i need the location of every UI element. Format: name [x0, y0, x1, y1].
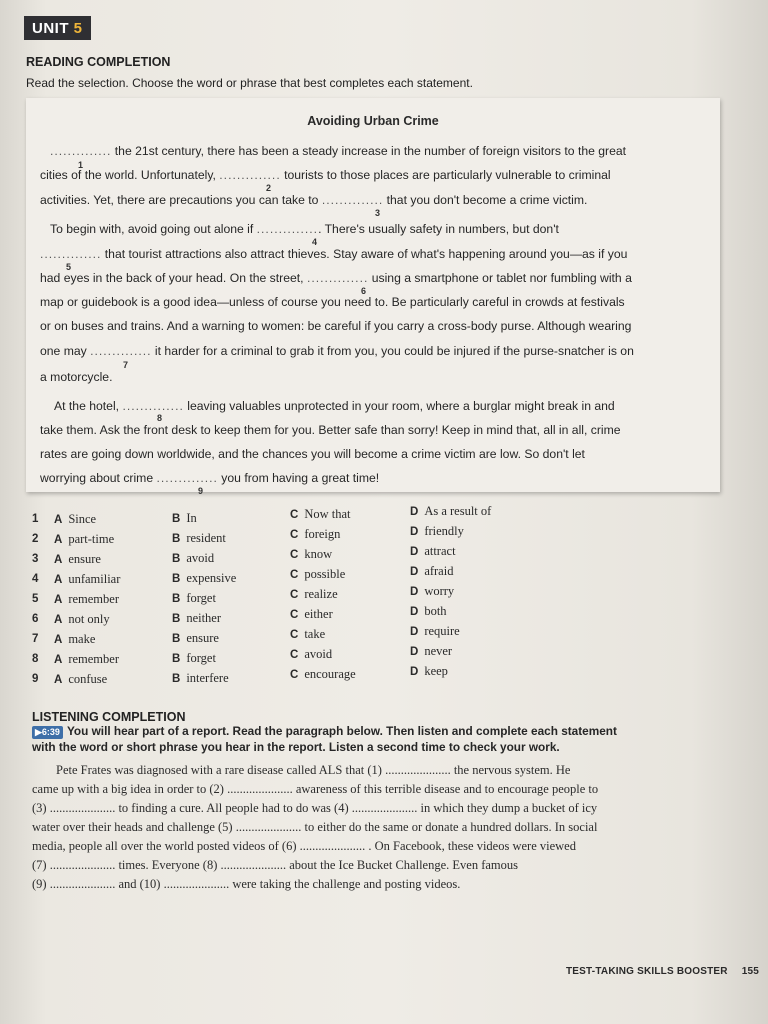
passage-text: that tourist attractions also attract thieves. Stay aware of what's happening around you—as if you: [101, 247, 628, 261]
passage-box: [26, 98, 720, 496]
option-a[interactable]: [54, 532, 114, 547]
option-letter: D: [410, 646, 419, 658]
option-letter: C: [290, 509, 299, 521]
option-text: interfere: [186, 671, 229, 685]
option-d[interactable]: [410, 564, 453, 579]
option-b[interactable]: [172, 651, 216, 666]
option-c[interactable]: [290, 587, 338, 602]
passage-text: activities. Yet, there are precautions you can take to: [40, 193, 322, 207]
passage-line: [54, 399, 615, 413]
reading-instruction: Read the selection. Choose the word or phrase that best completes each statement.: [26, 76, 473, 90]
reading-section-title: READING COMPLETION: [26, 55, 171, 69]
option-c[interactable]: [290, 627, 325, 642]
option-letter: B: [172, 653, 181, 665]
option-d[interactable]: [410, 644, 452, 659]
option-text: make: [68, 632, 96, 646]
option-b[interactable]: [172, 511, 197, 526]
listening-paragraph-line: came up with a big idea in order to (2) ..................... awareness of this terrible disease and to encourage people to: [32, 782, 599, 796]
option-letter: A: [54, 674, 63, 686]
blank-3: ..............: [321, 193, 384, 207]
option-letter: A: [54, 554, 63, 566]
passage-text: . There's usually safety in numbers, but don't: [318, 222, 559, 236]
option-d[interactable]: [410, 544, 456, 559]
option-letter: D: [410, 626, 419, 638]
option-c[interactable]: [290, 607, 333, 622]
passage-line: [40, 271, 632, 285]
option-b[interactable]: [172, 551, 214, 566]
passage-text: the 21st century, there has been a steady increase in the number of foreign visitors to the great: [111, 144, 627, 158]
option-letter: D: [410, 566, 419, 578]
passage-text: you from having a great time!: [217, 471, 380, 485]
passage-line: map or guidebook is a good idea—unless of course you need to. Be particularly careful in crowds at festivals: [40, 295, 625, 309]
option-b[interactable]: [172, 531, 226, 546]
option-letter: A: [54, 534, 63, 546]
option-text: encourage: [304, 667, 356, 681]
blank-9: ..............: [156, 471, 218, 485]
passage-text: it harder for a criminal to grab it from you, you could be injured if the purse-snatcher is on: [151, 344, 634, 358]
listening-paragraph-line: (3) ..................... to finding a cure. All people had to do was (4) ..................... in which they dump a bucket of icy: [32, 801, 598, 815]
option-letter: C: [290, 529, 299, 541]
option-a[interactable]: [54, 552, 101, 567]
unit-label: UNIT: [32, 20, 69, 37]
option-c[interactable]: [290, 547, 332, 562]
option-a[interactable]: [54, 572, 120, 587]
option-text: either: [304, 607, 333, 621]
unit-badge: [24, 16, 91, 40]
passage-text: one may: [40, 344, 91, 358]
option-c[interactable]: [290, 527, 340, 542]
option-text: ensure: [186, 631, 219, 645]
option-text: afraid: [424, 564, 454, 578]
option-text: In: [186, 511, 197, 525]
option-a[interactable]: [54, 632, 95, 647]
listening-paragraph-line: media, people all over the world posted videos of (6) ..................... . On Facebook, these videos were viewed: [32, 839, 576, 853]
option-text: expensive: [186, 571, 237, 585]
option-letter: D: [410, 526, 419, 538]
passage-text: worrying about crime: [40, 471, 157, 485]
option-text: know: [304, 547, 333, 561]
option-text: remember: [68, 652, 119, 666]
option-text: forget: [186, 651, 216, 665]
passage-line: rates are going down worldwide, and the chances you will become a crime victim are low. So don't let: [40, 447, 585, 461]
option-text: take: [304, 627, 326, 641]
option-text: neither: [186, 611, 222, 625]
page-footer: [566, 966, 759, 977]
option-letter: A: [54, 654, 63, 666]
question-number: 5: [32, 593, 39, 605]
option-text: resident: [186, 531, 226, 545]
option-text: keep: [424, 664, 448, 678]
option-text: foreign: [304, 527, 341, 541]
passage-line: [40, 247, 627, 261]
listening-paragraph-line: (9) ..................... and (10) ..................... were taking the challenge and posting videos.: [32, 877, 461, 891]
option-letter: A: [54, 574, 63, 586]
passage-line: [40, 168, 611, 182]
option-letter: D: [410, 586, 419, 598]
option-b[interactable]: [172, 571, 236, 586]
option-letter: D: [410, 666, 419, 678]
option-text: Now that: [304, 507, 351, 521]
option-a[interactable]: [54, 672, 107, 687]
option-letter: A: [54, 594, 63, 606]
listening-instruction-text: You will hear part of a report. Read the paragraph below. Then listen and complete each statement: [66, 724, 617, 738]
blank-7: ..............: [90, 344, 152, 358]
option-letter: B: [172, 633, 181, 645]
blank-number: 8: [157, 413, 163, 423]
option-text: As a result of: [424, 504, 492, 518]
audio-track-number: 6:39: [41, 727, 60, 737]
option-b[interactable]: [172, 631, 219, 646]
option-letter: D: [410, 606, 419, 618]
question-number: 6: [32, 613, 39, 625]
option-d[interactable]: [410, 664, 448, 679]
option-d[interactable]: [410, 524, 464, 539]
option-a[interactable]: [54, 652, 119, 667]
option-letter: A: [54, 634, 63, 646]
blank-number: 9: [198, 486, 204, 496]
option-text: confuse: [68, 672, 108, 686]
option-b[interactable]: [172, 591, 216, 606]
option-letter: A: [54, 514, 63, 526]
option-text: attract: [424, 544, 456, 558]
passage-text: tourists to those places are particularly vulnerable to criminal: [280, 168, 611, 182]
blank-5: ..............: [40, 247, 102, 261]
option-text: never: [424, 644, 453, 658]
blank-4: ..............: [256, 222, 319, 236]
option-text: unfamiliar: [68, 572, 121, 586]
passage-line: [40, 193, 587, 207]
blank-8: ..............: [122, 399, 184, 413]
option-text: Since: [68, 512, 97, 526]
option-letter: B: [172, 513, 181, 525]
listening-paragraph-line: (7) ..................... times. Everyone (8) ..................... about the Ice Bucket Challenge. Even famous: [32, 858, 518, 872]
option-letter: C: [290, 669, 299, 681]
passage-text: At the hotel,: [54, 399, 123, 413]
option-letter: C: [290, 629, 299, 641]
blank-number: 1: [78, 160, 84, 170]
option-text: worry: [424, 584, 455, 598]
blank-number: 7: [123, 360, 129, 370]
option-d[interactable]: [410, 584, 454, 599]
footer-label: TEST-TAKING SKILLS BOOSTER: [566, 966, 728, 977]
option-text: ensure: [68, 552, 101, 566]
passage-line: [40, 344, 634, 358]
option-letter: B: [172, 613, 181, 625]
option-d[interactable]: [410, 504, 491, 519]
option-letter: D: [410, 506, 419, 518]
option-text: possible: [304, 567, 346, 581]
option-letter: B: [172, 593, 181, 605]
blank-number: 4: [312, 237, 318, 247]
question-number: 1: [32, 513, 39, 525]
option-text: realize: [304, 587, 338, 601]
question-number: 2: [32, 533, 39, 545]
option-letter: A: [54, 614, 63, 626]
option-letter: B: [172, 533, 181, 545]
option-letter: B: [172, 573, 181, 585]
passage-text: had eyes in the back of your head. On the street,: [40, 271, 307, 285]
option-letter: C: [290, 609, 299, 621]
passage-line: [50, 222, 559, 236]
passage-line: take them. Ask the front desk to keep them for you. Better safe than sorry! Keep in mind that, all in all, crime: [40, 423, 621, 437]
option-c[interactable]: [290, 647, 332, 662]
option-a[interactable]: [54, 512, 96, 527]
option-text: forget: [186, 591, 216, 605]
blank-2: ..............: [219, 168, 281, 182]
audio-track-badge[interactable]: ▶6:39: [32, 726, 63, 739]
blank-number: 3: [375, 208, 381, 218]
option-text: avoid: [186, 551, 215, 565]
option-c[interactable]: [290, 507, 351, 522]
option-text: friendly: [424, 524, 464, 538]
listening-paragraph-line: Pete Frates was diagnosed with a rare disease called ALS that (1) ..................... the nervous system. He: [56, 763, 571, 777]
option-letter: C: [290, 589, 299, 601]
blank-1: ..............: [50, 144, 112, 158]
option-letter: B: [172, 673, 181, 685]
page-number: 155: [741, 966, 759, 977]
passage-text: To begin with, avoid going out alone if: [50, 222, 257, 236]
blank-number: 5: [66, 262, 72, 272]
option-text: not only: [68, 612, 110, 626]
option-a[interactable]: [54, 612, 110, 627]
listening-paragraph-line: water over their heads and challenge (5) ..................... to either do the same or donate a hundred dollars. In social: [32, 820, 598, 834]
option-text: avoid: [304, 647, 333, 661]
option-d[interactable]: [410, 604, 447, 619]
option-text: require: [424, 624, 460, 638]
option-c[interactable]: [290, 567, 345, 582]
passage-title: Avoiding Urban Crime: [307, 114, 439, 128]
question-number: 9: [32, 673, 39, 685]
option-b[interactable]: [172, 671, 229, 686]
option-c[interactable]: [290, 667, 356, 682]
passage-line: a motorcycle.: [40, 370, 113, 384]
passage-line: or on buses and trains. And a warning to women: be careful if you carry a cross-body purse. Although wearing: [40, 319, 632, 333]
option-text: both: [424, 604, 447, 618]
option-d[interactable]: [410, 624, 460, 639]
passage-text: leaving valuables unprotected in your room, where a burglar might break in and: [183, 399, 615, 413]
option-text: part-time: [68, 532, 115, 546]
listening-instruction: [32, 724, 617, 739]
listening-section-title: LISTENING COMPLETION: [32, 710, 186, 724]
question-number: 3: [32, 553, 39, 565]
option-letter: B: [172, 553, 181, 565]
blank-number: 6: [361, 286, 367, 296]
option-letter: D: [410, 546, 419, 558]
passage-text: cities of the world. Unfortunately,: [40, 168, 220, 182]
passage-text: that you don't become a crime victim.: [383, 193, 588, 207]
listening-instruction: with the word or short phrase you hear in the report. Listen a second time to check your work.: [32, 740, 560, 754]
blank-6: ..............: [306, 271, 369, 285]
unit-number: 5: [73, 20, 83, 37]
option-b[interactable]: [172, 611, 221, 626]
option-letter: C: [290, 549, 299, 561]
option-letter: C: [290, 569, 299, 581]
question-number: 8: [32, 653, 39, 665]
option-a[interactable]: [54, 592, 119, 607]
passage-line: [40, 471, 379, 485]
option-letter: C: [290, 649, 299, 661]
question-number: 4: [32, 573, 39, 585]
blank-number: 2: [266, 183, 272, 193]
passage-line: [50, 144, 626, 158]
passage-text: using a smartphone or tablet nor fumbling with a: [368, 271, 632, 285]
option-text: remember: [68, 592, 119, 606]
question-number: 7: [32, 633, 39, 645]
